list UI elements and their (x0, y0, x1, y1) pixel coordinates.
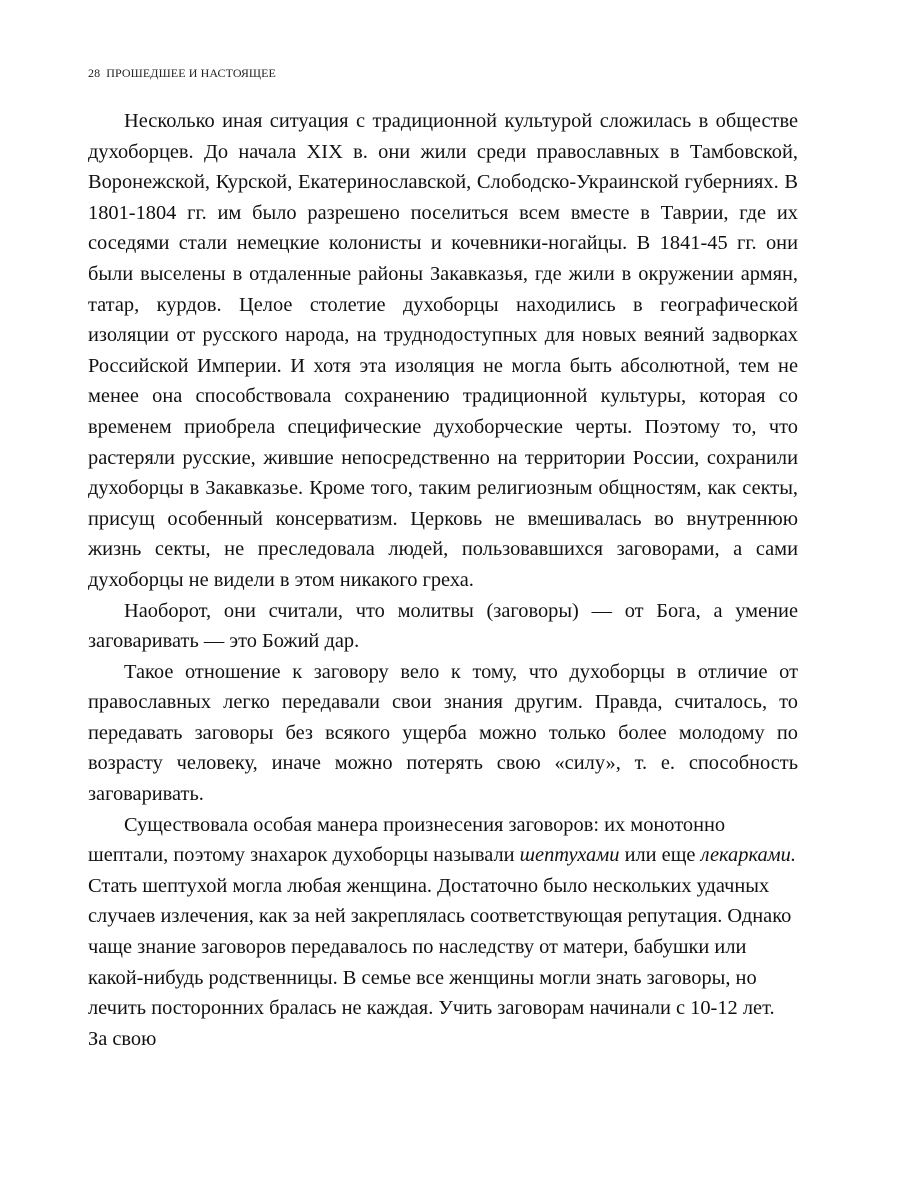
paragraph-4-part-3: Стать шептухой могла любая женщина. Достаточно было нескольких удачных случаев излечения, как за ней закреплялась соответствующая репутация. Однако чаще знание заговоров передавалось по наследству от матери, бабушки или какой-нибудь родственницы. В семье все женщины могли знать заговоры, но лечить посторонних бралась не каждая. Учить заговорам начинали с 10-12 лет. За свою (88, 874, 792, 1050)
paragraph-2: Наоборот, они считали, что молитвы (заговоры) — от Бога, а умение заговаривать — это Божий дар. (88, 599, 798, 653)
body-text (88, 106, 798, 1054)
running-header (88, 66, 282, 81)
paragraph-4-part-2: или еще (619, 844, 701, 867)
paragraph-4 (88, 810, 798, 1055)
paragraph-1: Несколько иная ситуация с традиционной культурой сложилась в обществе духоборцев. До начала XIX в. они жили среди православных в Тамбовской, Воронежской, Курской, Екатеринославской, Слободско-Украинской губерниях. В 1801-1804 гг. им было разрешено поселиться всем вместе в Таврии, где их соседями стали немецкие колонисты и кочевники-ногайцы. В 1841-45 гг. они были выселены в отдаленные районы Закавказья, где жили в окружении армян, татар, курдов. Целое столетие духоборцы находились в географической изоляции от русского народа, на труднодоступных для новых веяний задворках Российской Империи. И хотя эта изоляция не могла быть абсолютной, тем не менее она способствовала сохранению традиционной культуры, которая со временем приобрела специфические духоборческие черты. Поэтому то, что растеряли русские, жившие непосредственно на территории России, сохранили духоборцы в Закавказье. Кроме того, таким религиозным общностям, как секты, присущ особенный консерватизм. Церковь не вмешивалась во внутреннюю жизнь секты, не преследовала людей, пользовавшихся заговорами, а сами духоборцы не видели в этом никакого греха. (88, 110, 798, 591)
running-title: ПРОШЕДШЕЕ И НАСТОЯЩЕЕ (106, 66, 276, 80)
italic-term-sheptukhami: шептухами (519, 844, 620, 867)
page-number: 28 (88, 66, 101, 80)
italic-term-lekarkami: лекарками. (700, 844, 796, 867)
paragraph-3: Такое отношение к заговору вело к тому, что духоборцы в отличие от православных легко передавали свои знания другим. Правда, считалось, то передавать заговоры без всякого ущерба можно только более молодому по возрасту человеку, иначе можно потерять свою «силу», т. е. способность заговаривать. (88, 660, 798, 806)
paragraph-4-part-1: Существовала особая манера произнесения заговоров: их монотонно шептали, поэтому знахарок духоборцы называли (88, 813, 726, 867)
